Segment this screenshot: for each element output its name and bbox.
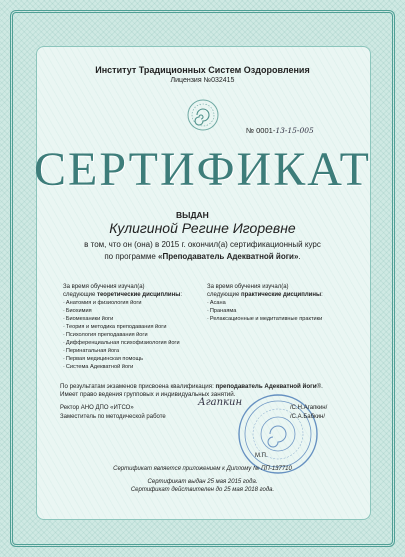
practice-head-suffix: : <box>321 292 323 298</box>
theory-head-suffix: : <box>180 292 183 298</box>
theory-disciplines <box>63 283 203 371</box>
qualification-prefix: По результатам экзаменов присвоена квалификация: <box>60 383 216 390</box>
deputy-label: Заместитель по методической работе <box>60 414 166 420</box>
list-item: · Биохимия <box>63 307 203 315</box>
theory-head-2 <box>63 291 203 299</box>
institute-emblem-icon <box>186 98 220 132</box>
certificate-title: СЕРТИФИКАТ <box>34 143 371 196</box>
list-item: · Биомеханики йоги <box>63 315 203 323</box>
list-item: · Дифференциальная психофизиология йоги <box>63 339 203 347</box>
practice-head-bold: практические дисциплины <box>241 292 322 298</box>
deputy-signature-row <box>60 414 350 420</box>
theory-head-prefix: следующие <box>63 292 97 298</box>
stamp-label: М.П. <box>255 453 268 459</box>
qualification-line <box>60 383 360 391</box>
practice-head-1: За время обучения изучал(а) <box>207 284 289 290</box>
list-item: · Система Адекватной йоги <box>63 363 203 371</box>
list-item: · Асана <box>207 299 347 307</box>
handwritten-signature: Агапкин <box>198 397 243 408</box>
program-statement <box>0 252 405 261</box>
program-suffix: . <box>298 252 301 261</box>
list-item: · Первая медицинская помощь <box>63 355 203 363</box>
list-item: · Перинатальная йога <box>63 347 203 355</box>
list-item: · Пранаяма <box>207 307 347 315</box>
practice-head-2 <box>207 291 347 299</box>
course-statement: в том, что он (она) в 2015 г. окончил(а) сертификационный курс <box>84 240 321 249</box>
certificate-number <box>246 126 314 135</box>
deputy-name: /С.А.Бабкин/ <box>290 414 326 420</box>
theory-head-1: За время обучения изучал(а) <box>63 284 145 290</box>
qualification-suffix: ®. <box>316 383 323 390</box>
list-item: · Релаксационные и медитативные практики <box>207 315 347 323</box>
list-item: · Психология преподавания йоги <box>63 331 203 339</box>
theory-head-bold: теоретические дисциплины <box>97 292 181 298</box>
qualification-title: преподаватель Адекватной йоги <box>215 383 317 390</box>
rector-name: /С.Н.Агапкин/ <box>290 405 328 411</box>
theory-list <box>63 299 203 371</box>
rector-signature-row <box>60 397 350 411</box>
list-item: · Анатомия и физиология йоги <box>63 299 203 307</box>
institute-name: Институт Традиционных Систем Оздоровления <box>95 65 310 75</box>
issue-date: Сертификат выдан 25 мая 2015 года. <box>147 479 258 485</box>
program-prefix: по программе <box>104 252 159 261</box>
recipient-name: Кулигиной Регине Игоревне <box>109 220 296 236</box>
valid-until: Сертификат действителен до 25 мая 2018 года. <box>130 487 275 493</box>
certificate-number-prefix: № 0001- <box>246 126 276 135</box>
appendix-note: Сертификат является приложением к Диплому № ПП-137710 <box>113 466 292 472</box>
certificate-number-handwritten: 13-15-005 <box>275 126 314 135</box>
practice-head-prefix: следующие <box>207 292 241 298</box>
rector-label: Ректор АНО ДПО «ИТСО» <box>60 405 134 411</box>
license-number: Лицензия №032415 <box>170 77 235 84</box>
issued-label: ВЫДАН <box>176 210 209 220</box>
qualification-rights: Имеет право ведения групповых и индивидуальных занятий. <box>60 391 236 398</box>
practice-list <box>207 299 347 323</box>
program-name: «Преподаватель Адекватной йоги» <box>158 252 299 261</box>
practice-disciplines <box>207 283 347 323</box>
list-item: · Теория и методика преподавания йоги <box>63 323 203 331</box>
